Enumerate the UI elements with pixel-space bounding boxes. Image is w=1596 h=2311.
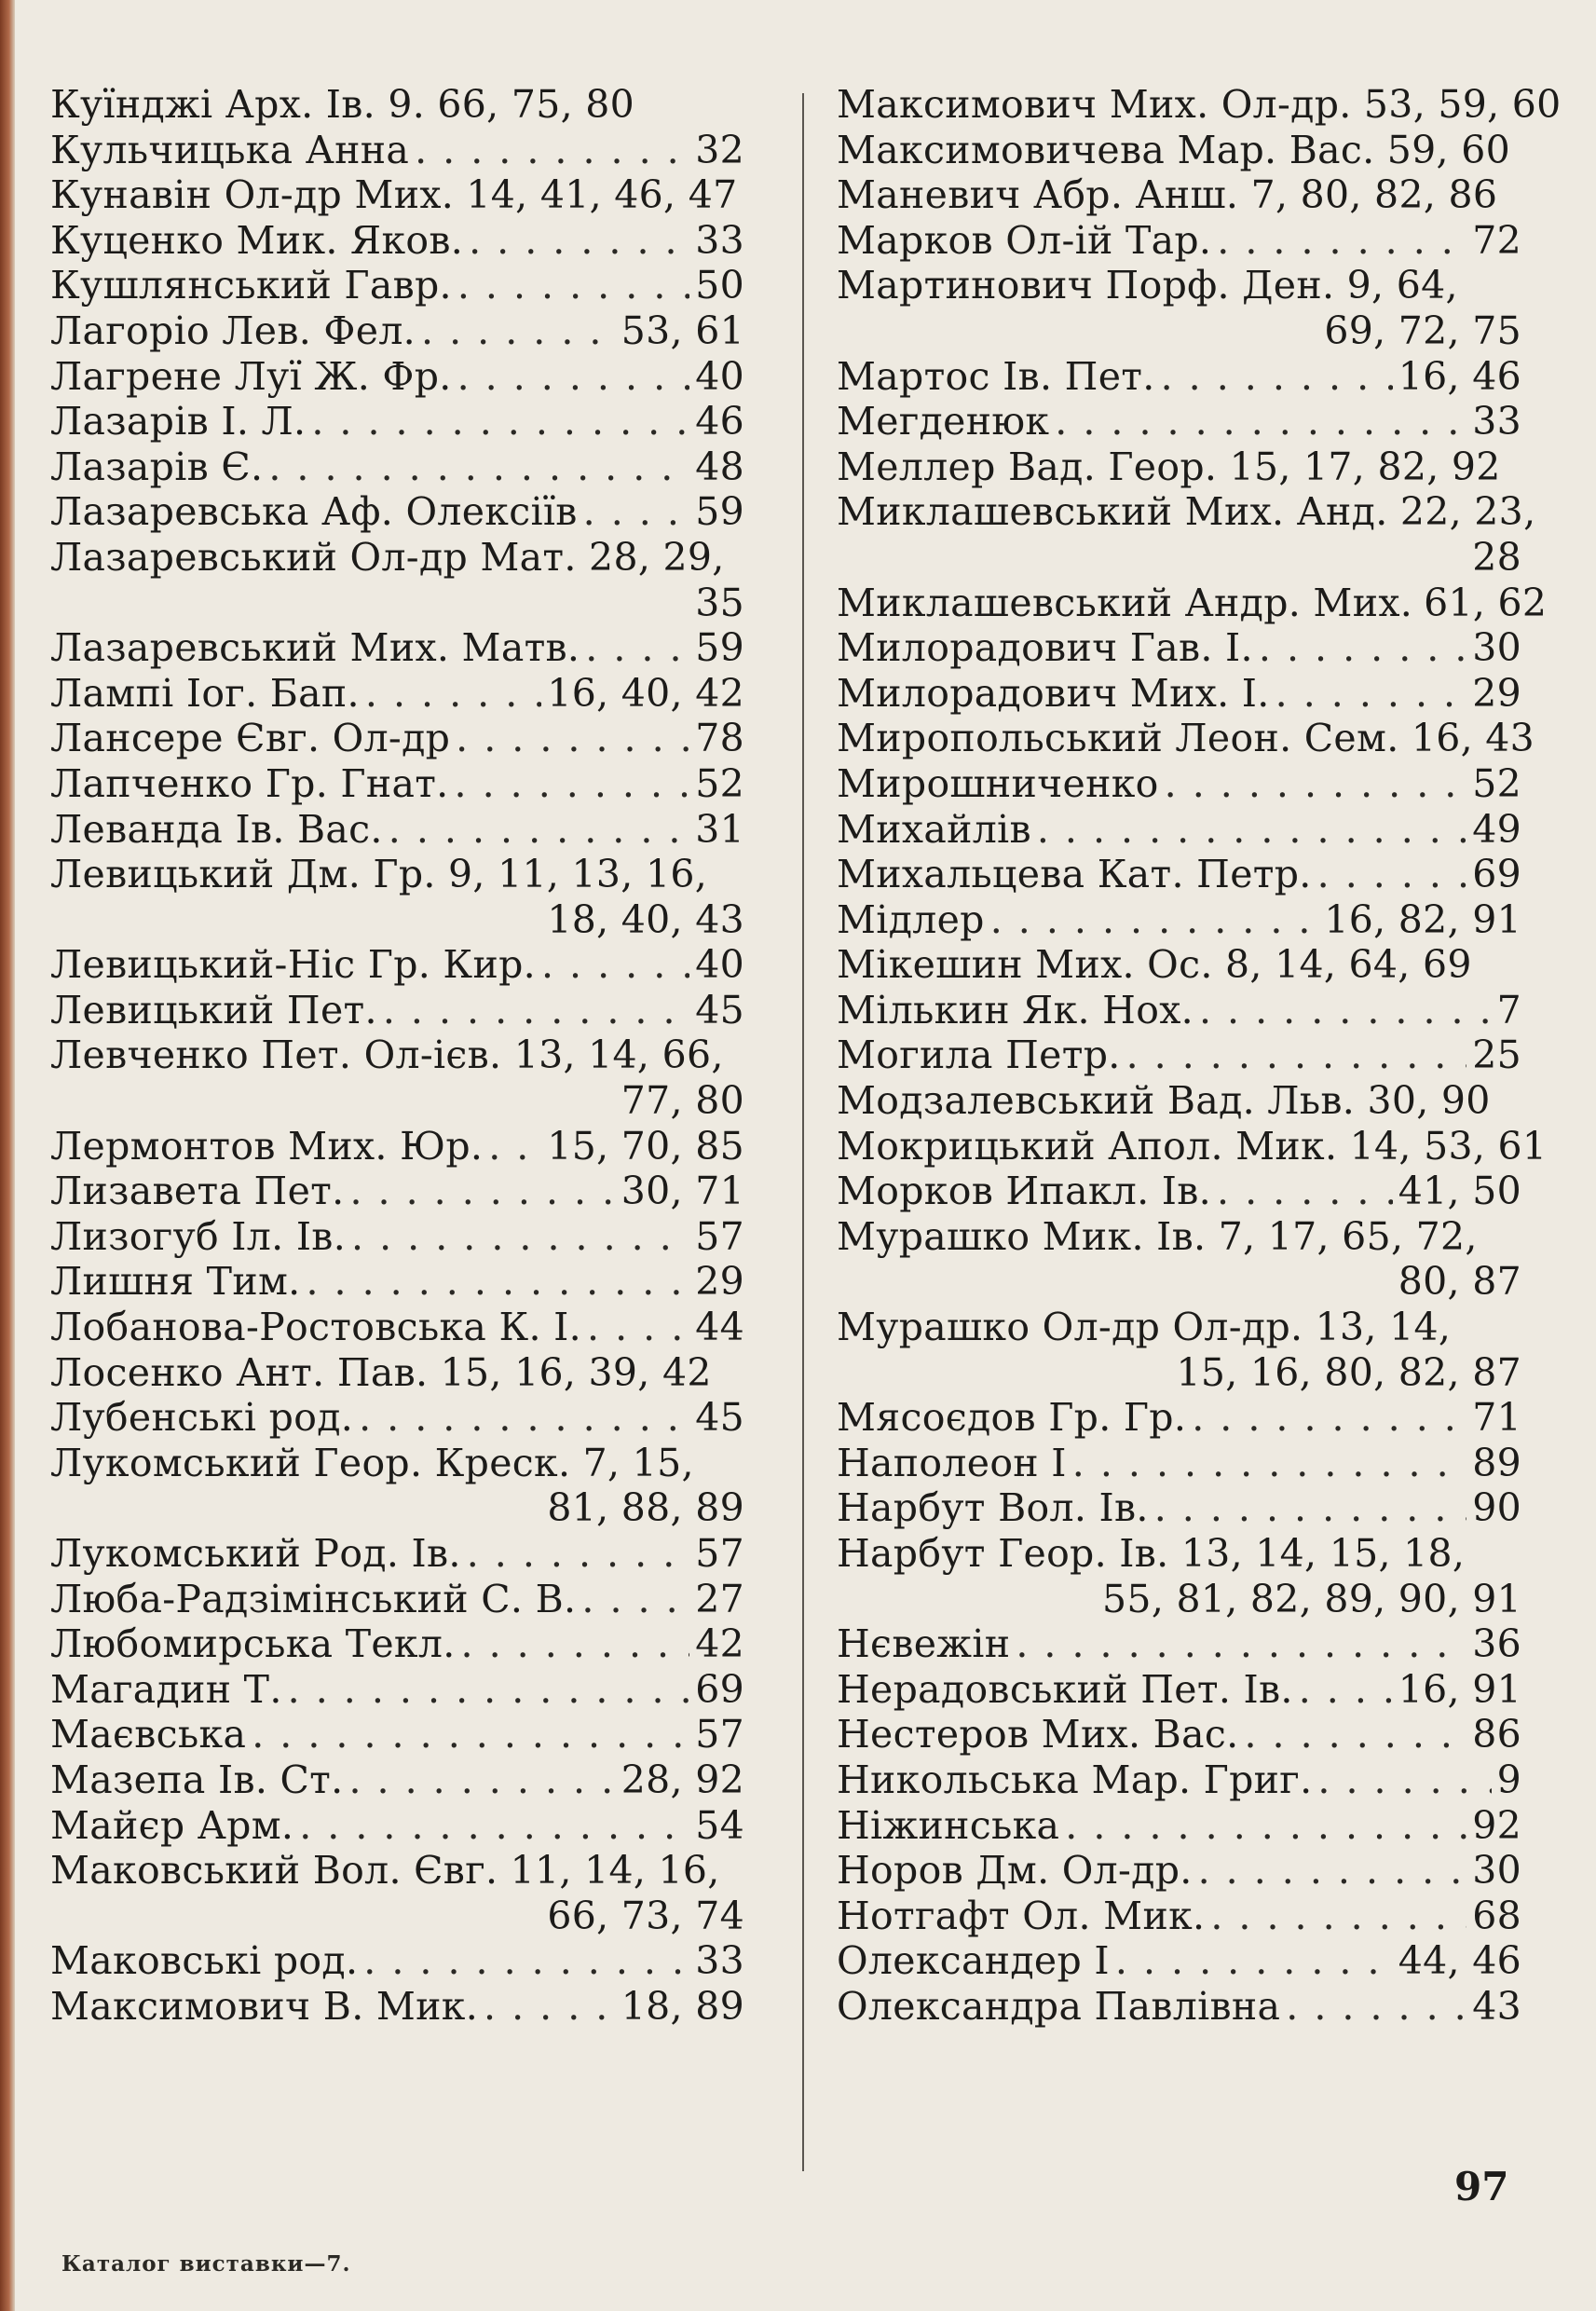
entry-name: Лизогуб Іл. Ів.	[50, 1213, 347, 1259]
entry-pages: 68	[1472, 1893, 1521, 1938]
dot-leader	[359, 1395, 689, 1441]
entry-name: Лермонтов Мих. Юр.	[50, 1123, 484, 1169]
index-entry	[837, 1621, 1521, 1667]
index-entry	[837, 1803, 1521, 1849]
entry-name: Лансере Євг. Ол-др	[50, 716, 451, 761]
entry-name: Лагоріо Лев. Фел.	[50, 308, 416, 353]
entry-pages: 27	[695, 1576, 744, 1621]
index-entry	[837, 128, 1521, 173]
entry-pages: 9	[1496, 1757, 1521, 1802]
entry-name: Максимович Мих. Ол-др. 53, 59, 60	[837, 82, 1562, 127]
entry-pages: 57	[695, 1712, 744, 1757]
entry-name: Михальцева Кат. Петр.	[837, 852, 1312, 897]
entry-pages: 30	[1472, 1848, 1521, 1894]
index-entry	[50, 988, 744, 1033]
entry-name: Левицький Пет.	[50, 987, 377, 1032]
entry-name: Кульчицька Анна	[50, 127, 410, 172]
entry-name: Лазаревська Аф. Олексіїв	[50, 489, 578, 535]
index-entry	[50, 308, 744, 354]
index-entry	[837, 172, 1521, 218]
entry-pages-continued: 69, 72, 75	[1324, 308, 1521, 353]
index-entry	[50, 1032, 744, 1123]
entry-pages: 33	[1472, 399, 1521, 444]
dot-leader	[288, 1667, 690, 1713]
index-entry	[837, 1169, 1521, 1214]
index-entry	[50, 1395, 744, 1441]
entry-name: Лобанова-Ростовська К. І.	[50, 1305, 582, 1350]
dot-leader	[456, 716, 689, 761]
entry-pages: 43	[1472, 1983, 1521, 2029]
entry-name: Магадин Т.	[50, 1666, 282, 1712]
entry-name: Лукомський Род. Ів.	[50, 1531, 461, 1576]
entry-name: Лазаревський Мих. Матв.	[50, 625, 580, 671]
index-entry	[837, 1305, 1521, 1395]
dot-leader	[1210, 1894, 1466, 1939]
dot-leader	[1286, 1984, 1466, 2030]
index-entry	[50, 444, 744, 490]
entry-name: Лосенко Ант. Пав. 15, 16, 39, 42	[50, 1349, 712, 1395]
entry-pages-continued: 81, 88, 89	[547, 1485, 744, 1531]
index-entry	[837, 399, 1521, 444]
entry-pages: 29	[695, 1259, 744, 1305]
entry-pages: 46	[695, 399, 744, 444]
entry-pages: 30, 71	[621, 1169, 744, 1214]
dot-leader	[268, 444, 689, 490]
entry-pages: 59	[695, 625, 744, 671]
index-entry	[50, 1350, 744, 1396]
index-column-right	[837, 82, 1562, 2030]
index-entry	[50, 1531, 744, 1577]
entry-name: Нотгафт Ол. Мик.	[837, 1893, 1206, 1938]
signature-footer: Каталог виставки—7.	[61, 2251, 351, 2277]
entry-pages-continued: 80, 87	[1398, 1259, 1521, 1305]
index-entry	[50, 82, 744, 128]
entry-name: Мідлер	[837, 896, 985, 942]
index-entry	[50, 1621, 744, 1667]
entry-pages: 61, 62	[1424, 580, 1548, 625]
entry-name: Лазарів І. Л.	[50, 399, 307, 444]
entry-pages: 69	[1472, 852, 1521, 897]
index-entry	[837, 852, 1521, 897]
index-entry	[50, 172, 744, 218]
entry-name: Миропольський Леон. Сем. 16, 43	[837, 716, 1535, 761]
index-entry	[837, 1531, 1521, 1621]
entry-pages-continued: 66, 73, 74	[547, 1893, 744, 1938]
entry-name: Лампі Іог. Бап.	[50, 670, 360, 716]
entry-pages: 29	[1472, 670, 1521, 716]
entry-name: Нерадовський Пет. Ів.	[837, 1666, 1293, 1712]
entry-name: Миклашевський Андр. Мих.	[837, 580, 1413, 625]
index-entry	[837, 1938, 1521, 1984]
dot-leader	[1165, 761, 1467, 807]
entry-name: Лишня Тим.	[50, 1259, 301, 1305]
entry-name: Левицький-Ніс Гр. Кир.	[50, 942, 536, 988]
index-entry	[837, 807, 1521, 853]
entry-name: Норов Дм. Ол-др.	[837, 1848, 1193, 1894]
index-entry	[50, 1441, 744, 1531]
dot-leader	[1317, 1757, 1491, 1803]
page-number: 97	[1454, 2164, 1509, 2209]
dot-leader	[585, 625, 689, 671]
dot-leader	[1115, 1938, 1393, 1984]
entry-name: Олександра Павлівна	[837, 1983, 1281, 2029]
index-entry	[50, 354, 744, 400]
column-divider	[802, 93, 804, 2171]
entry-name: Меллер Вад. Геор. 15, 17, 82, 92	[837, 444, 1501, 489]
entry-pages-continued: 77, 80	[621, 1078, 744, 1124]
dot-leader	[349, 1169, 615, 1214]
entry-name: Наполеон І	[837, 1440, 1067, 1485]
index-entry	[837, 82, 1562, 128]
entry-pages: 45	[695, 1395, 744, 1441]
entry-pages: 72	[1472, 217, 1521, 263]
index-entry	[837, 580, 1548, 626]
dot-leader	[461, 1621, 690, 1667]
dot-leader	[348, 1757, 615, 1803]
index-entry	[837, 988, 1521, 1033]
entry-name: Лагрене Луї Ж. Фр.	[50, 353, 452, 399]
entry-pages: 59	[695, 489, 744, 535]
index-entry	[50, 1938, 744, 1984]
dot-leader	[1037, 807, 1466, 853]
entry-name: Лазаревський Ол-др Мат. 28, 29,	[50, 534, 725, 580]
entry-pages: 48	[695, 444, 744, 489]
index-entry	[837, 1984, 1521, 2030]
dot-leader	[587, 1305, 689, 1350]
dot-leader	[1299, 1667, 1393, 1713]
dot-leader	[363, 1938, 689, 1984]
entry-name: Лукомський Геор. Креск. 7, 15,	[50, 1440, 694, 1485]
dot-leader	[581, 1577, 689, 1622]
dot-leader	[488, 1124, 541, 1169]
entry-pages-continued: 28	[1472, 534, 1521, 580]
entry-name: Куценко Мик. Яков.	[50, 217, 464, 263]
index-entry	[50, 1124, 744, 1169]
dot-leader	[415, 128, 689, 173]
entry-name: Мурашко Мик. Ів. 7, 17, 65, 72,	[837, 1213, 1478, 1259]
entry-pages: 16, 40, 42	[547, 670, 744, 716]
entry-name: Милорадович Мих. І.	[837, 670, 1270, 716]
entry-pages: 49	[1472, 806, 1521, 852]
dot-leader	[990, 897, 1319, 943]
entry-pages: 33	[695, 217, 744, 263]
entry-name: Леванда Ів. Вас.	[50, 806, 383, 852]
entry-name: Модзалевський Вад. Льв. 30, 90	[837, 1078, 1491, 1124]
dot-leader	[351, 1214, 689, 1260]
entry-pages: 44, 46	[1398, 1938, 1521, 1984]
dot-leader	[252, 1712, 689, 1757]
dot-leader	[457, 354, 690, 400]
entry-pages: 16, 91	[1398, 1666, 1521, 1712]
entry-name: Люба-Радзімінський С. В.	[50, 1576, 577, 1621]
entry-name: Мартос Ів. Пет.	[837, 353, 1155, 399]
index-entry	[837, 1894, 1521, 1939]
entry-pages: 52	[1472, 760, 1521, 806]
index-entry	[837, 1032, 1521, 1078]
index-entry	[50, 1803, 744, 1849]
entry-pages: 78	[695, 716, 744, 761]
entry-pages: 57	[695, 1531, 744, 1576]
entry-pages: 30	[1472, 625, 1521, 671]
dot-leader	[455, 761, 690, 807]
dot-leader	[299, 1803, 689, 1849]
dot-leader	[1154, 1485, 1467, 1531]
index-entry	[50, 263, 744, 308]
entry-pages-continued: 15, 16, 80, 82, 87	[1176, 1349, 1521, 1395]
entry-pages-continued: 55, 81, 82, 89, 90, 91	[1102, 1576, 1521, 1621]
index-entry	[50, 1169, 744, 1214]
entry-pages: 53, 61	[621, 308, 744, 353]
entry-pages: 16, 82, 91	[1324, 896, 1521, 942]
dot-leader	[1275, 671, 1467, 717]
entry-pages: 36	[1472, 1621, 1521, 1667]
index-page	[15, 0, 1596, 2311]
entry-name: Мікешин Мих. Ос. 8, 14, 64, 69	[837, 942, 1472, 988]
entry-name: Маневич Абр. Анш. 7, 80, 82, 86	[837, 172, 1498, 218]
entry-name: Миклашевський Мих. Анд. 22, 23,	[837, 489, 1536, 535]
entry-name: Нєвежін	[837, 1621, 1011, 1667]
index-entry	[837, 444, 1521, 490]
index-entry	[837, 1485, 1521, 1531]
index-entry	[50, 625, 744, 671]
index-entry	[837, 671, 1521, 717]
index-entry	[837, 354, 1521, 400]
index-entry	[50, 535, 744, 625]
index-entry	[837, 1667, 1521, 1713]
entry-pages: 57	[695, 1213, 744, 1259]
index-entry	[50, 852, 744, 942]
entry-pages: 86	[1472, 1712, 1521, 1757]
index-entry	[50, 489, 744, 535]
entry-name: Нестеров Мих. Вас.	[837, 1712, 1239, 1757]
entry-pages: 32	[695, 127, 744, 172]
index-entry	[837, 761, 1521, 807]
entry-pages: 7	[1496, 987, 1521, 1032]
entry-name: Могила Петр.	[837, 1032, 1121, 1078]
index-entry	[837, 897, 1521, 943]
entry-name: Лубенські род.	[50, 1395, 354, 1441]
entry-pages: 40	[695, 942, 744, 988]
index-entry	[50, 716, 744, 761]
entry-pages: 42	[695, 1621, 744, 1667]
entry-pages: 15, 70, 85	[547, 1123, 744, 1169]
index-column-left	[50, 82, 744, 2030]
entry-name: Морков Ипакл. Ів.	[837, 1169, 1212, 1214]
entry-name: Куїнджі Арх. Ів. 9. 66, 75, 80	[50, 82, 635, 127]
entry-pages: 90	[1472, 1485, 1521, 1531]
entry-pages: 69	[695, 1666, 744, 1712]
dot-leader	[383, 988, 689, 1033]
entry-name: Марков Ол-ій Тар.	[837, 217, 1212, 263]
dot-leader	[1055, 399, 1466, 444]
index-entry	[50, 1305, 744, 1350]
entry-pages: 50	[695, 263, 744, 308]
entry-pages: 41, 50	[1398, 1169, 1521, 1214]
index-entry	[837, 1712, 1521, 1757]
entry-pages: 44	[695, 1305, 744, 1350]
entry-name: Никольська Мар. Григ.	[837, 1757, 1313, 1802]
entry-name: Лапченко Гр. Гнат.	[50, 760, 449, 806]
entry-name: Нарбут Вол. Ів.	[837, 1485, 1149, 1531]
dot-leader	[484, 1984, 616, 2030]
index-entry	[837, 1757, 1521, 1803]
index-entry	[50, 128, 744, 173]
dot-leader	[469, 218, 689, 264]
dot-leader	[583, 489, 690, 535]
dot-leader	[1065, 1803, 1466, 1849]
index-entry	[50, 1577, 744, 1622]
dot-leader	[311, 399, 689, 444]
index-entry	[837, 1123, 1548, 1169]
entry-name: Михайлів	[837, 806, 1031, 852]
entry-name: Мартинович Порф. Ден. 9, 64,	[837, 263, 1458, 308]
dot-leader	[1199, 988, 1492, 1033]
entry-pages: 33	[695, 1938, 744, 1984]
index-entry	[837, 625, 1521, 671]
dot-leader	[541, 942, 689, 988]
entry-name: Маковський Вол. Євг. 11, 14, 16,	[50, 1848, 720, 1894]
dot-leader	[389, 807, 689, 853]
index-entry	[50, 399, 744, 444]
entry-name: Мурашко Ол-др Ол-др. 13, 14,	[837, 1305, 1452, 1350]
entry-pages: 40	[695, 353, 744, 399]
entry-name: Любомирська Текл.	[50, 1621, 456, 1667]
entry-pages: 18, 89	[621, 1983, 744, 2029]
index-entry	[837, 218, 1521, 264]
entry-name: Нарбут Геор. Ів. 13, 14, 15, 18,	[837, 1531, 1466, 1576]
entry-name: Лизавета Пет.	[50, 1169, 345, 1214]
index-entry	[837, 1395, 1521, 1441]
dot-leader	[1192, 1395, 1466, 1441]
dot-leader	[1217, 218, 1466, 264]
entry-pages: 54	[695, 1802, 744, 1848]
entry-name: Мясоєдов Гр. Гр.	[837, 1395, 1187, 1441]
entry-pages: 28, 92	[621, 1757, 744, 1802]
entry-pages: 71	[1472, 1395, 1521, 1441]
entry-name: Маєвська	[50, 1712, 247, 1757]
entry-pages: 89	[1472, 1440, 1521, 1485]
entry-pages: 31	[695, 806, 744, 852]
index-entry	[837, 942, 1521, 988]
entry-pages-continued: 35	[695, 580, 744, 625]
dot-leader	[1317, 852, 1467, 897]
entry-name: Левченко Пет. Ол-ієв. 13, 14, 66,	[50, 1032, 724, 1078]
index-entry	[837, 716, 1535, 761]
index-entry	[837, 489, 1536, 580]
dot-leader	[1016, 1621, 1466, 1667]
entry-pages: 45	[695, 987, 744, 1032]
entry-pages: 52	[695, 760, 744, 806]
entry-name: Милорадович Гав. І.	[837, 625, 1253, 671]
entry-pages: 16, 46	[1398, 353, 1521, 399]
dot-leader	[421, 308, 616, 354]
entry-name: Ніжинська	[837, 1802, 1060, 1848]
entry-name: Мирошниченко	[837, 760, 1159, 806]
dot-leader	[1126, 1032, 1467, 1078]
entry-name: Мокрицький Апол. Мик. 14, 53, 61	[837, 1123, 1548, 1169]
index-entry	[50, 761, 744, 807]
index-entry	[50, 1667, 744, 1713]
dot-leader	[1072, 1441, 1466, 1486]
index-entry	[837, 1214, 1521, 1305]
index-entry	[50, 671, 744, 717]
entry-pages-continued: 18, 40, 43	[547, 896, 744, 942]
index-entry	[50, 218, 744, 264]
entry-name: Лазарів Є.	[50, 444, 264, 489]
index-entry	[50, 942, 744, 988]
entry-name: Мількин Як. Нох.	[837, 987, 1194, 1032]
index-entry	[50, 1259, 744, 1305]
dot-leader	[1244, 1712, 1466, 1757]
entry-name: Олександер І	[837, 1938, 1110, 1984]
index-entry	[50, 1848, 744, 1938]
entry-name: Левицький Дм. Гр. 9, 11, 13, 16,	[50, 852, 708, 897]
index-entry	[50, 1214, 744, 1260]
index-entry	[50, 807, 744, 853]
index-entry	[837, 1078, 1521, 1124]
dot-leader	[1161, 354, 1393, 400]
index-entry	[50, 1757, 744, 1803]
entry-name: Мегденюк	[837, 399, 1050, 444]
index-entry	[50, 1984, 744, 2030]
index-entry	[50, 1712, 744, 1757]
entry-name: Майєр Арм.	[50, 1802, 294, 1848]
index-entry	[837, 1441, 1521, 1486]
dot-leader	[1217, 1169, 1393, 1214]
dot-leader	[457, 263, 689, 308]
entry-name: Мазепа Ів. Ст.	[50, 1757, 344, 1802]
dot-leader	[1259, 625, 1466, 671]
entry-name: Маковські род.	[50, 1938, 359, 1984]
dot-leader	[1198, 1848, 1467, 1894]
dot-leader	[365, 671, 541, 717]
dot-leader	[467, 1531, 689, 1577]
entry-pages: 92	[1472, 1802, 1521, 1848]
book-spine-edge	[0, 0, 15, 2311]
entry-name: Максимовичева Мар. Вас. 59, 60	[837, 127, 1510, 172]
dot-leader	[306, 1259, 689, 1305]
entry-pages: 25	[1472, 1032, 1521, 1078]
entry-name: Кунавін Ол-др Мих. 14, 41, 46, 47	[50, 172, 738, 218]
index-entry	[837, 263, 1521, 353]
index-entry	[837, 1848, 1521, 1894]
entry-name: Максимович В. Мик.	[50, 1983, 479, 2029]
entry-name: Кушлянський Гавр.	[50, 263, 452, 308]
